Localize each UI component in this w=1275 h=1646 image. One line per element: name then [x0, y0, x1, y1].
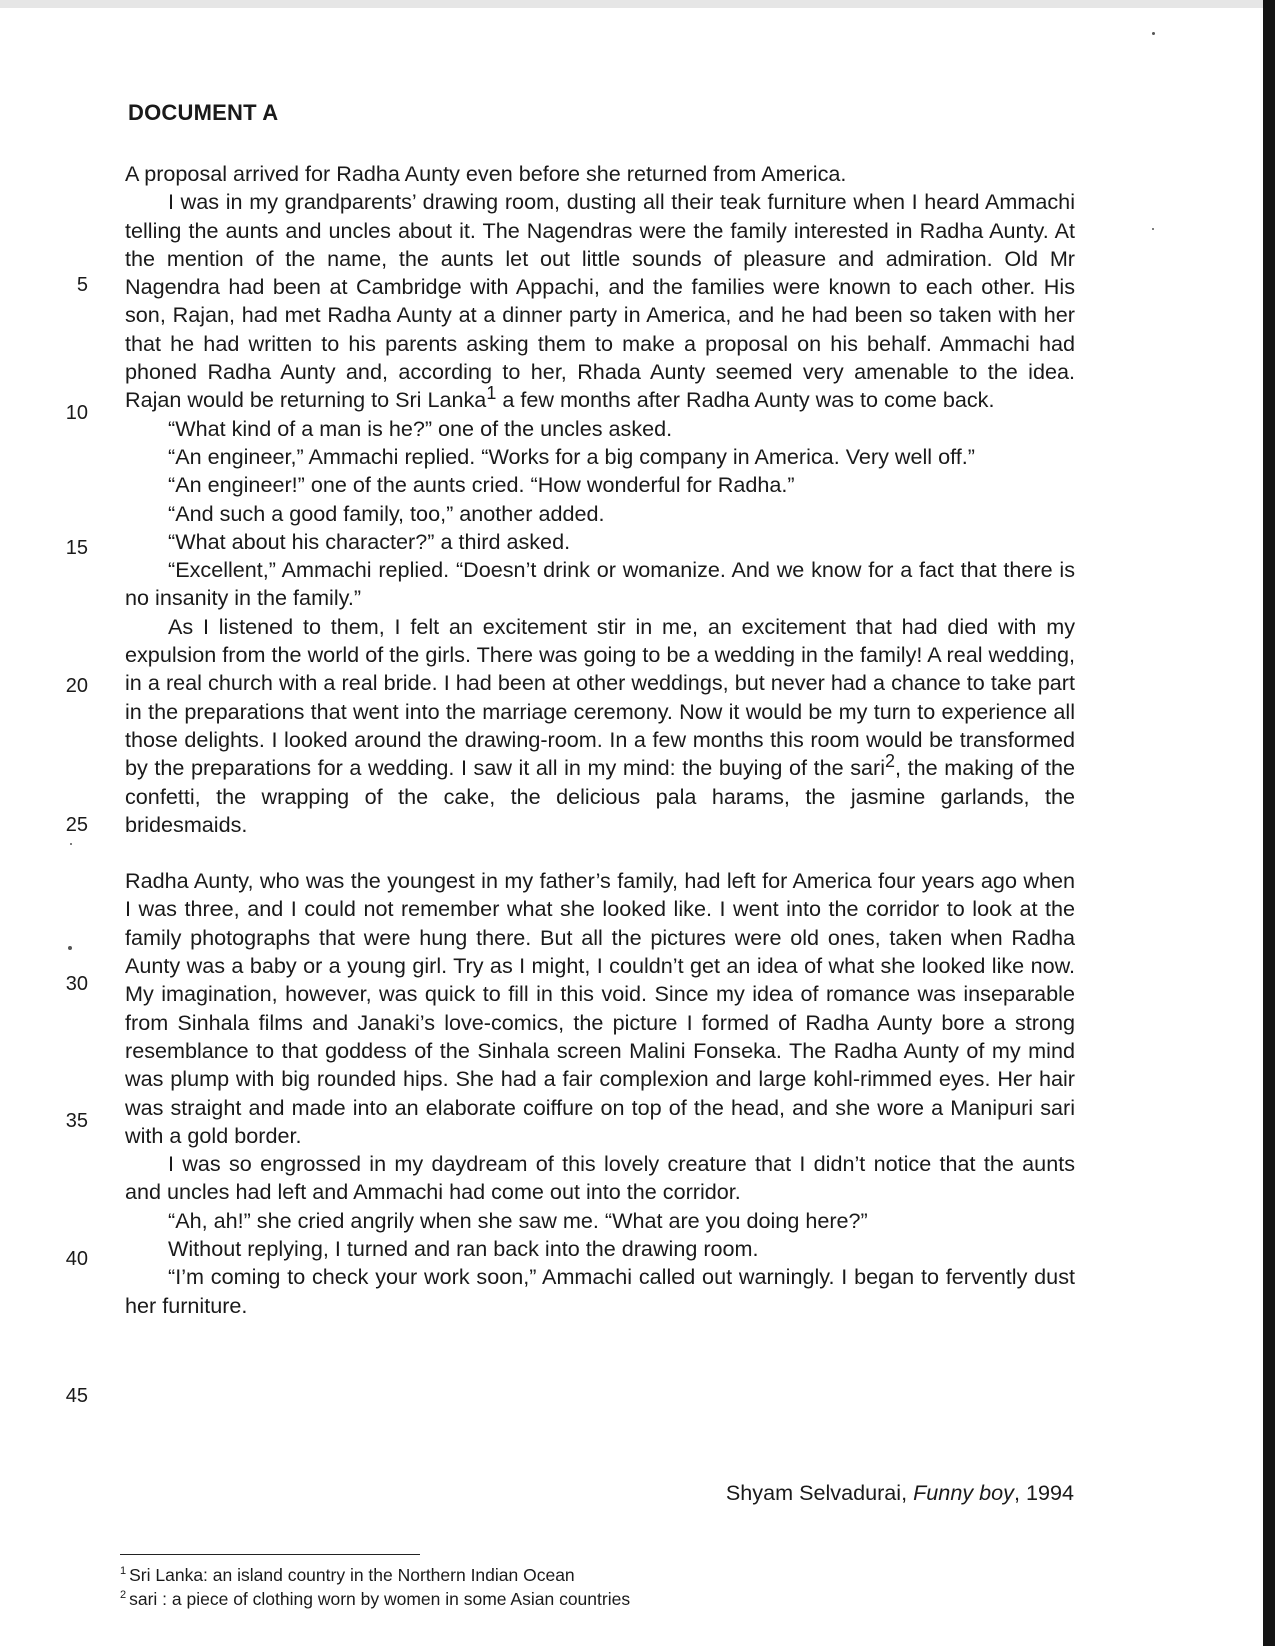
attribution-work: Funny boy: [913, 1480, 1014, 1505]
paragraph: [125, 160, 1075, 188]
footnotes: [120, 1563, 630, 1611]
paragraph-text: Radha Aunty, who was the youngest in my father’s family, had left for America four years ago when I was three, and I could not remember what she looked like. I went into the corridor to look at the family photographs that were hung there. But all the pictures were old ones, taken when Radha Aunty was a baby or a young girl. Try as I might, I couldn’t get an idea of what she looked like now. My imagination, however, was quick to fill in this void. Since my idea of romance was inseparable from Sinhala films and Janaki’s love-comics, the picture I formed of Radha Aunty bore a strong resemblance to that goddess of the Sinhala screen Malini Fonseka. The Radha Aunty of my mind was plump with big rounded hips. She had a fair complexion and large kohl-rimmed eyes. Her hair was straight and made into an elaborate coiffure on top of the head, and she wore a Manipuri sari with a gold border.: [125, 868, 1075, 1148]
line-number: 30: [65, 973, 88, 995]
scan-edge-top: [0, 0, 1275, 8]
paragraph: [125, 1235, 1075, 1263]
line-number: 40: [65, 1248, 88, 1270]
paragraph-text: As I listened to them, I felt an excitement stir in me, an excitement that had died with my expulsion from the world of the girls. There was going to be a wedding in the family! A real wedding, in a real church with a real bride. I had been at other weddings, but never had a chance to take part in the preparations that went into the marriage ceremony. Now it would be my turn to experience all those delights. I looked around the drawing-room. In a few months this room would be transformed by the preparations for a wedding. I saw it all in my mind: the buying of the sari: [125, 613, 1075, 781]
paragraph-text: Without replying, I turned and ran back into the drawing room.: [168, 1235, 759, 1261]
line-number: 35: [65, 1110, 88, 1132]
paragraph-text: I was so engrossed in my daydream of this lovely creature that I didn’t notice that the aunts and uncles had left and Ammachi had come out into the corridor.: [125, 1151, 1075, 1205]
paragraph-text: “An engineer!” one of the aunts cried. “How wonderful for Radha.”: [168, 472, 795, 498]
footnote-item: [120, 1563, 630, 1587]
paragraph: [125, 415, 1075, 443]
document-title: DOCUMENT A: [128, 100, 279, 125]
paragraph: [125, 556, 1075, 613]
paragraph-text: “Ah, ah!” she cried angrily when she saw me. “What are you doing here?”: [168, 1207, 868, 1233]
scan-edge-right: [1263, 0, 1275, 1646]
line-number: 10: [65, 402, 88, 424]
paragraph-text: a few months after Radha Aunty was to come back.: [496, 387, 995, 413]
footnote-reference: 2: [885, 751, 896, 772]
footnote-reference: 1: [486, 383, 497, 404]
paragraph: [125, 1207, 1075, 1235]
paragraph-text: I was in my grandparents’ drawing room, dusting all their teak furniture when I heard Ammachi telling the aunts and uncles about it. The Nagendras were the family interested in Radha Aunty. At the mention of the name, the aunts let out little sounds of pleasure and admiration. Old Mr Nagendra had been at Cambridge with Appachi, and the families were known to each other. His son, Rajan, had met Radha Aunty at a dinner party in America, and he had been so taken with her that he had written to his parents asking them to make a proposal on his behalf. Ammachi had phoned Radha Aunty and, according to her, Rhada Aunty seemed very amenable to the idea. Rajan would be returning to Sri Lanka: [125, 189, 1075, 413]
attribution-author: Shyam Selvadurai,: [725, 1480, 914, 1505]
line-number: 20: [65, 675, 88, 697]
line-number: 5: [76, 274, 88, 296]
line-number: 25: [65, 814, 88, 836]
paragraph: [125, 471, 1075, 499]
footnote-mark: 1: [120, 1565, 127, 1578]
paragraph: [125, 443, 1075, 471]
paragraph: [125, 188, 1075, 414]
line-number: 15: [65, 537, 88, 559]
paragraph: [125, 500, 1075, 528]
attribution-year: , 1994: [1013, 1480, 1074, 1505]
footnote-mark: 2: [120, 1589, 127, 1602]
paragraph-text: “What kind of a man is he?” one of the uncles asked.: [168, 415, 673, 441]
footnote-divider: [120, 1554, 420, 1555]
scan-speck: [70, 843, 72, 845]
paragraph: [125, 867, 1075, 1150]
paragraph-text: “What about his character?” a third asked.: [168, 528, 571, 554]
paragraph: [125, 1150, 1075, 1207]
footnote-text: Sri Lanka: an island country in the Northern Indian Ocean: [129, 1565, 575, 1585]
line-number: 45: [65, 1385, 88, 1407]
paragraph: [125, 613, 1075, 839]
paragraph-text: “Excellent,” Ammachi replied. “Doesn’t drink or womanize. And we know for a fact that there is no insanity in the family.”: [125, 557, 1075, 611]
footnote-item: [120, 1587, 630, 1611]
document-body: [125, 160, 1075, 1320]
paragraph-text: “And such a good family, too,” another added.: [168, 500, 605, 526]
footnote-text: sari : a piece of clothing worn by women in some Asian countries: [129, 1589, 631, 1609]
paragraph-text: A proposal arrived for Radha Aunty even before she returned from America.: [125, 161, 847, 186]
scan-speck: [1152, 228, 1154, 230]
scan-speck: [68, 946, 72, 950]
paragraph-text: “An engineer,” Ammachi replied. “Works for a big company in America. Very well off.”: [168, 443, 975, 469]
scan-speck: [1152, 32, 1155, 35]
paragraph-text: “I’m coming to check your work soon,” Ammachi called out warningly. I began to fervently dust her furniture.: [125, 1264, 1075, 1318]
paragraph-gap: [125, 839, 1075, 867]
attribution: [664, 1480, 1074, 1506]
paragraph: [125, 1263, 1075, 1320]
paragraph-text: , the making of the confetti, the wrapping of the cake, the delicious pala harams, the jasmine garlands, the bridesmaids.: [125, 755, 1075, 837]
paragraph: [125, 528, 1075, 556]
